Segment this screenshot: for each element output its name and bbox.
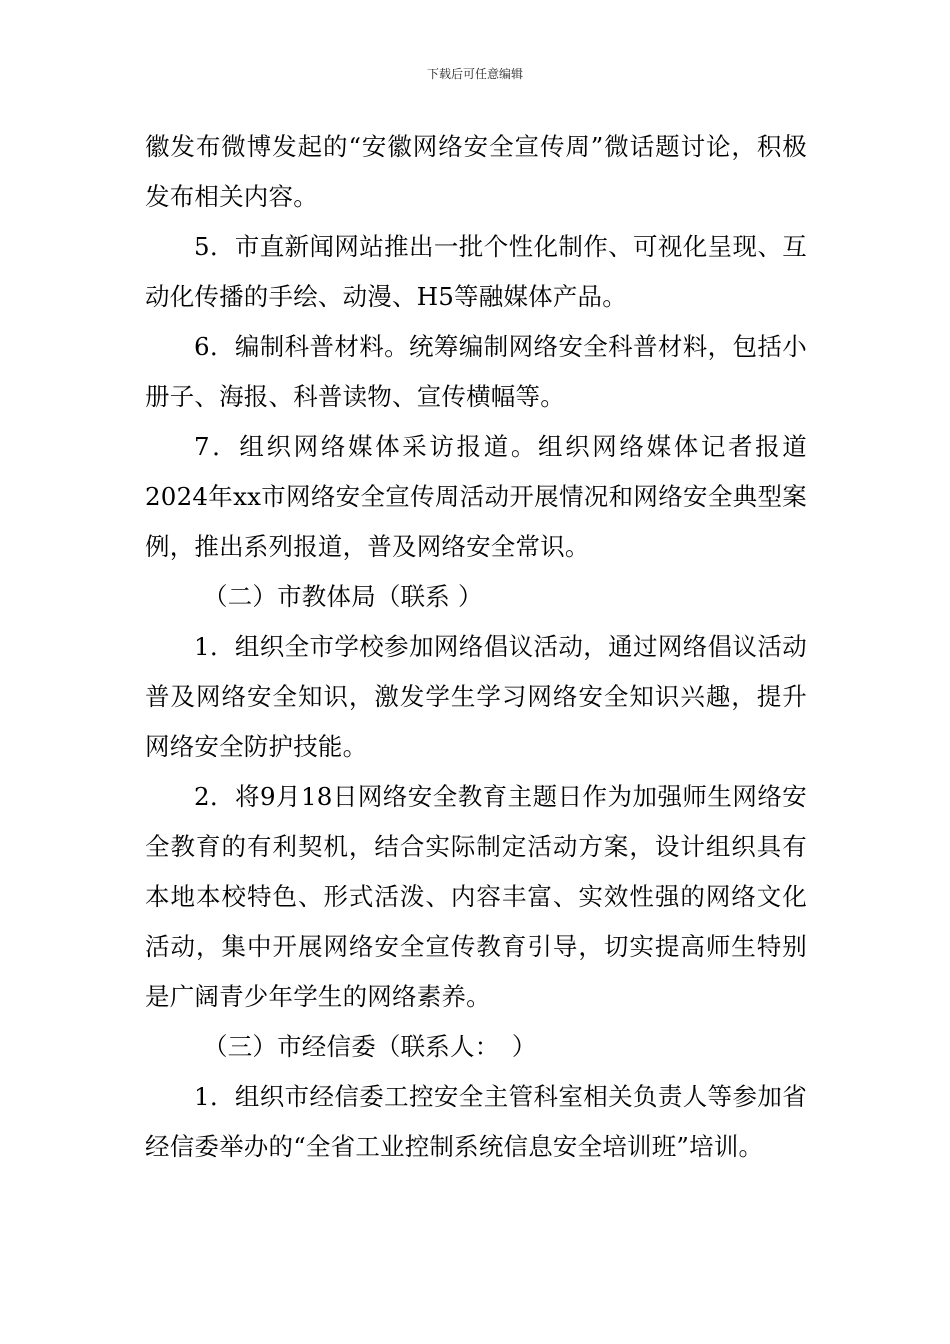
- paragraph-item-6-materials: 6．编制科普材料。统筹编制网络安全科普材料，包括小册子、海报、科普读物、宣传横幅等。: [145, 332, 807, 411]
- paragraph-continuation-weibo: 徽发布微博发起的“安徽网络安全宣传周”微话题讨论，积极发布相关内容。: [145, 132, 807, 211]
- section-heading-education-bureau: （二）市教体局（联系 ）: [203, 582, 483, 611]
- page-header-note: 下载后可任意编辑: [426, 67, 523, 81]
- document-body: [145, 122, 807, 1172]
- section-heading-economy-commission: （三）市经信委（联系人： ）: [203, 1032, 537, 1061]
- paragraph-education-item-1: 1．组织全市学校参加网络倡议活动，通过网络倡议活动普及网络安全知识，激发学生学习网络安全知识兴趣，提升网络安全防护技能。: [145, 632, 807, 761]
- paragraph-economy-item-1: 1．组织市经信委工控安全主管科室相关负责人等参加省经信委举办的“全省工业控制系统信息安全培训班”培训。: [145, 1082, 807, 1161]
- paragraph-education-item-2: 2．将9月18日网络安全教育主题日作为加强师生网络安全教育的有利契机，结合实际制定活动方案，设计组织具有本地本校特色、形式活泼、内容丰富、实效性强的网络文化活动，集中开展网络安全宣传教育引导，切实提高师生特别是广阔青少年学生的网络素养。: [145, 782, 807, 1011]
- paragraph-item-7-media-reports: 7．组织网络媒体采访报道。组织网络媒体记者报道2024年xx市网络安全宣传周活动开展情况和网络安全典型案例，推出系列报道，普及网络安全常识。: [145, 432, 807, 561]
- paragraph-item-5-news-sites: 5．市直新闻网站推出一批个性化制作、可视化呈现、互动化传播的手绘、动漫、H5等融媒体产品。: [145, 232, 807, 311]
